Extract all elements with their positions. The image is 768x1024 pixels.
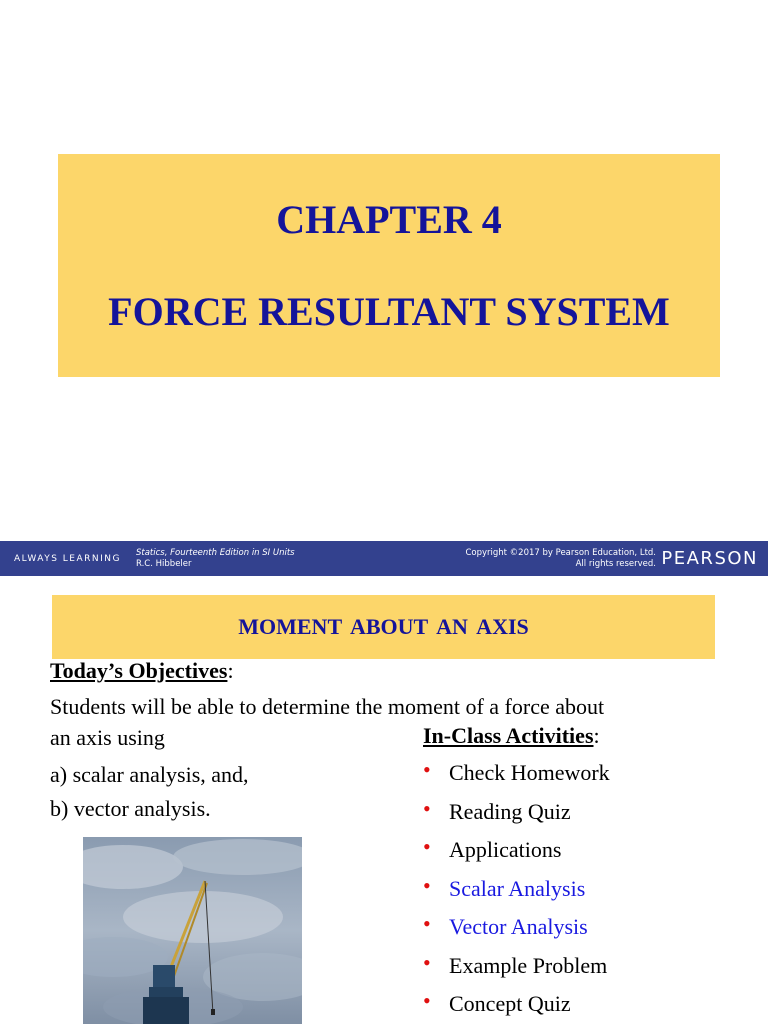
- footer-rights-line: All rights reserved.: [575, 559, 656, 569]
- footer-book-title: Statics, Fourteenth Edition in SI Units: [136, 548, 295, 558]
- list-item: [423, 834, 610, 876]
- objective-line: an axis using: [50, 725, 165, 750]
- activity-label: Check Homework: [449, 760, 610, 785]
- activity-label: Example Problem: [449, 952, 608, 978]
- list-item: [423, 988, 610, 1024]
- section-title: MOMENT ABOUT AN AXIS: [238, 614, 529, 639]
- crane-photo: [83, 837, 302, 1024]
- bullet-icon: •: [423, 834, 431, 859]
- activities-heading: [423, 723, 600, 749]
- chapter-title: FORCE RESULTANT SYSTEM: [108, 289, 670, 334]
- objectives-heading-text: Today’s Objectives: [50, 658, 228, 683]
- activity-label: Applications: [449, 837, 562, 862]
- activity-label: Scalar Analysis: [449, 875, 586, 901]
- objectives-heading-colon: :: [227, 658, 234, 683]
- footer-copyright: [465, 548, 656, 570]
- footer-author: R.C. Hibbeler: [136, 559, 192, 569]
- footer-band: [0, 541, 768, 576]
- list-item: [423, 757, 610, 799]
- footer-book-info: [136, 548, 295, 570]
- chapter-number: CHAPTER 4: [276, 197, 502, 242]
- bullet-icon: •: [423, 949, 431, 975]
- list-item: [423, 949, 610, 992]
- list-item: [423, 795, 610, 838]
- objective-line: b) vector analysis.: [50, 796, 211, 821]
- activities-heading-text: In-Class Activities: [423, 723, 594, 748]
- activity-label: Concept Quiz: [449, 991, 571, 1016]
- objective-line: Students will be able to determine the moment of a force about: [50, 694, 605, 719]
- bullet-icon: •: [423, 911, 431, 936]
- activity-label: Vector Analysis: [449, 914, 588, 939]
- title-box: [58, 154, 720, 377]
- activity-label: Reading Quiz: [449, 798, 571, 824]
- bullet-icon: •: [423, 872, 431, 898]
- bullet-icon: •: [423, 988, 431, 1013]
- crane-photo-image: [83, 837, 302, 1024]
- footer-copyright-line: Copyright ©2017 by Pearson Education, Ltd.: [465, 548, 656, 558]
- objectives-heading: [50, 658, 234, 684]
- list-item: [423, 911, 610, 953]
- pearson-logo: PEARSON: [661, 548, 758, 569]
- content-slide: [0, 576, 768, 1024]
- bullet-icon: •: [423, 757, 431, 782]
- list-item: [423, 872, 610, 915]
- section-title-box: [52, 595, 715, 659]
- activities-list: [423, 757, 610, 1024]
- activities-heading-colon: :: [593, 723, 600, 748]
- objective-line: a) scalar analysis, and,: [50, 762, 249, 787]
- footer-tagline: ALWAYS LEARNING: [14, 554, 121, 564]
- bullet-icon: •: [423, 795, 431, 821]
